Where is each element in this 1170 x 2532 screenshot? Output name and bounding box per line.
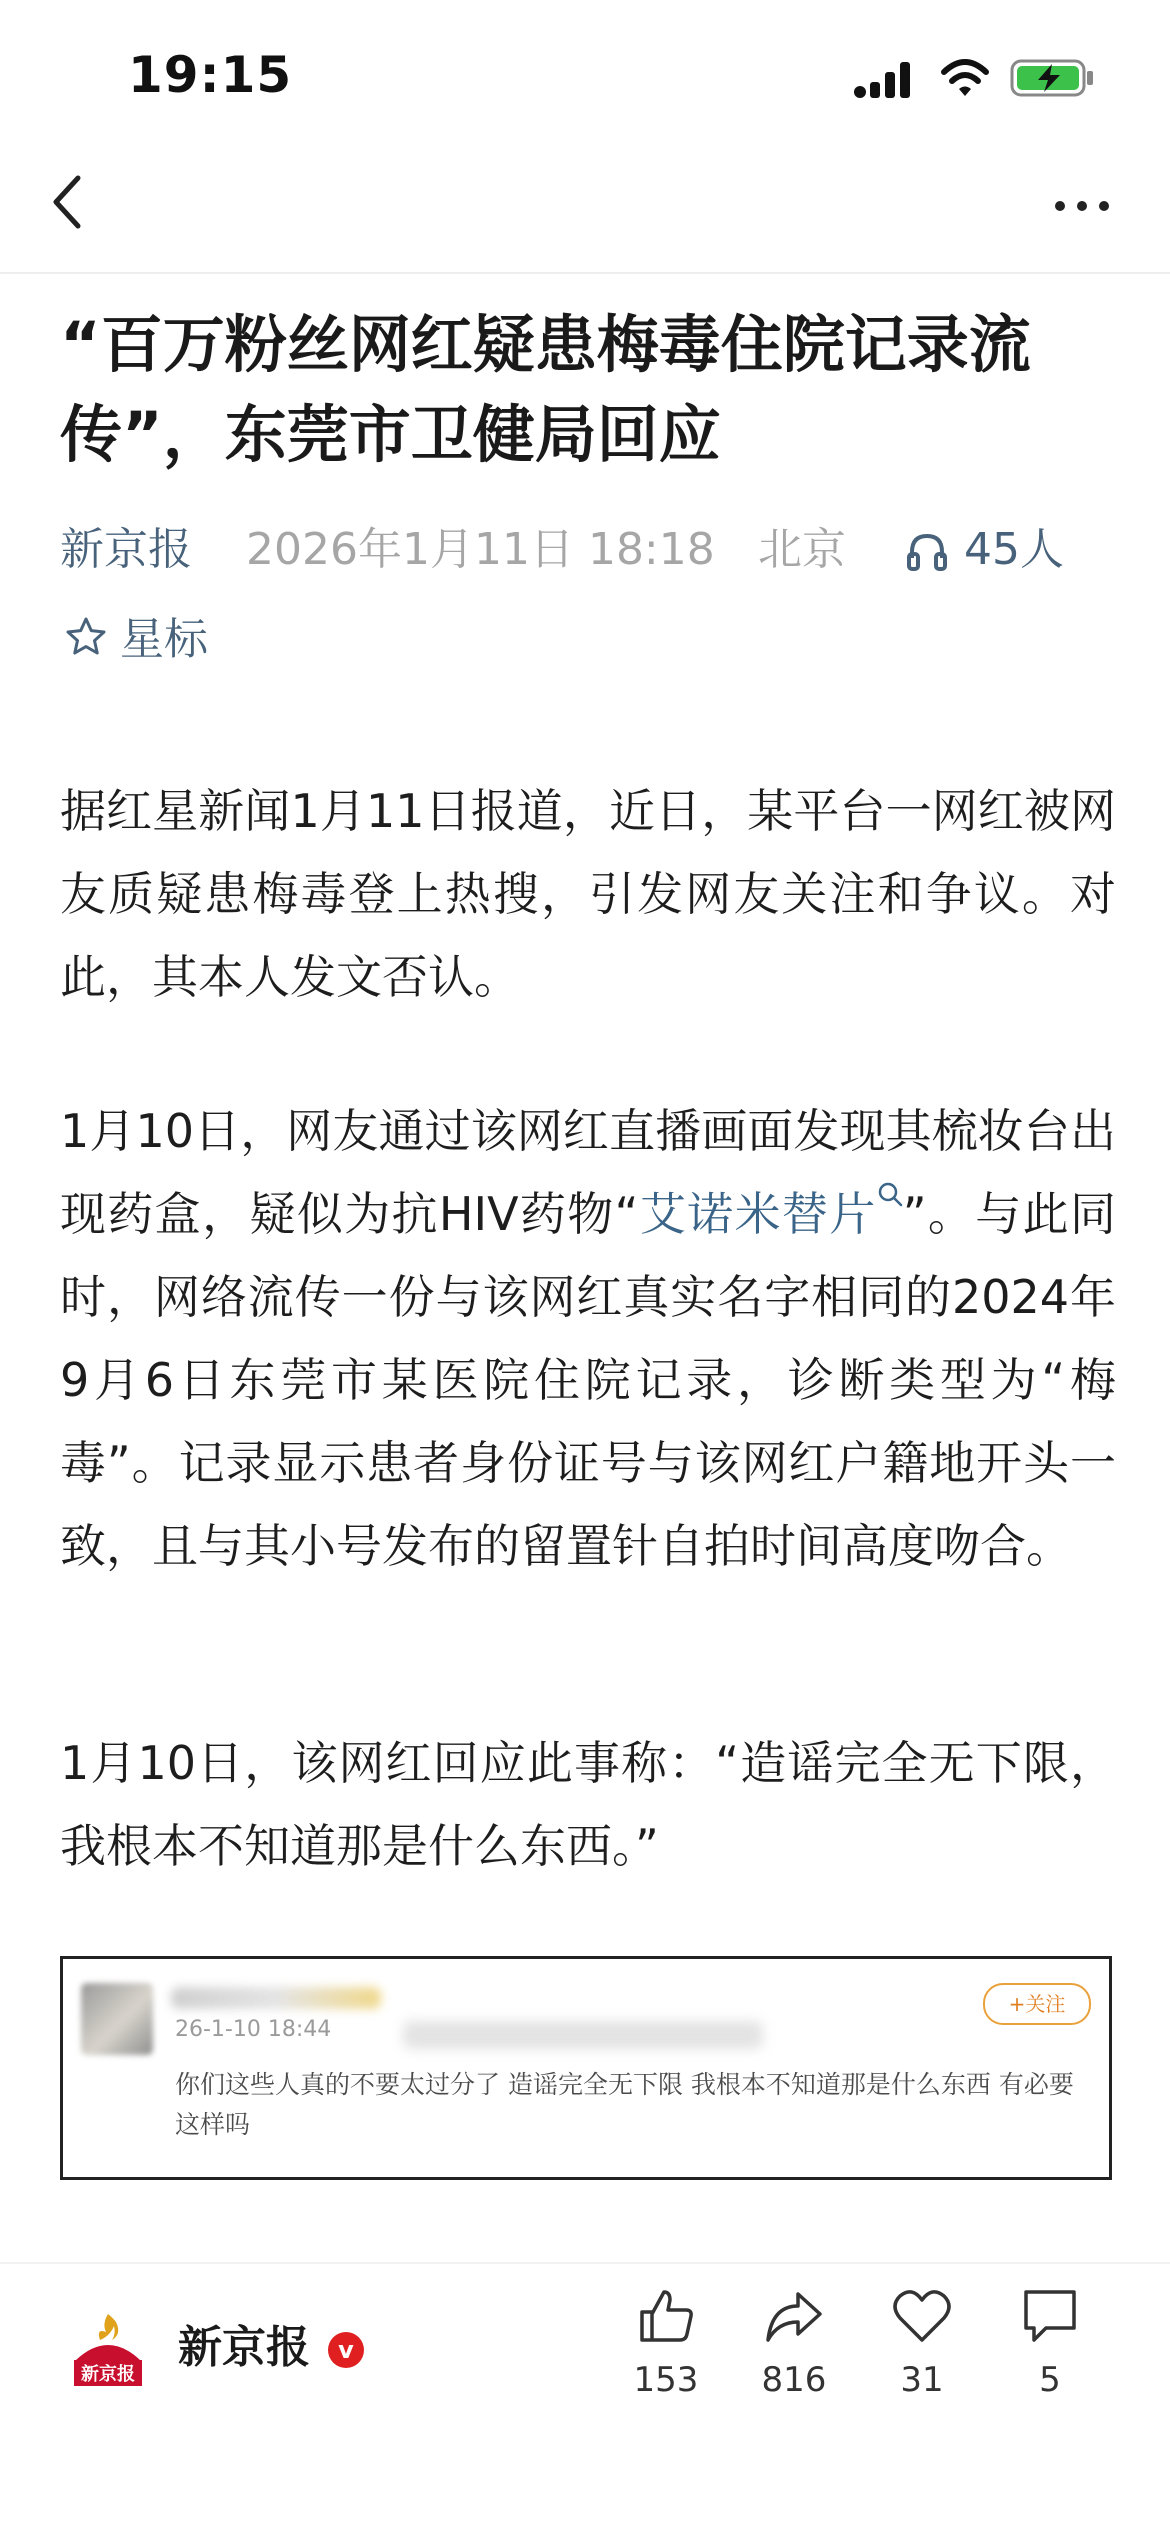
share-count: 816 — [761, 2360, 827, 2400]
paragraph-2-text-a: 1月10日，网友通过该网红直播画面发现其梳妆台出现药盒，疑似为抗HIV药物“ — [60, 1104, 1116, 1241]
follow-button: +关注 — [983, 1983, 1091, 2025]
favorite-count: 31 — [900, 2360, 944, 2400]
status-time: 19:15 — [128, 46, 293, 104]
heart-icon[interactable] — [892, 2286, 952, 2346]
share-icon[interactable] — [764, 2286, 824, 2346]
publisher-name[interactable]: 新京报 — [178, 2322, 310, 2373]
signal-icon — [852, 60, 916, 100]
article-title: “百万粉丝网红疑患梅毒住院记录流传”，东莞市卫健局回应 — [60, 308, 1031, 471]
headphone-icon — [906, 530, 948, 572]
blurred-info — [403, 2021, 763, 2049]
star-label[interactable]: 星标 — [120, 614, 208, 665]
paragraph-2-text-b: ”。与此同时，网络流传一份与该网红真实名字相同的2024年9月6日东莞市某医院住院记录，诊断类型为“梅毒”。记录显示患者身份证号与该网红户籍地开头一致，且与其小号发布的留置针自拍时间高度吻合。 — [60, 1187, 1116, 1573]
embedded-post-screenshot — [60, 1956, 1112, 2180]
back-icon[interactable] — [48, 172, 88, 232]
paragraph-1: 据红星新闻1月11日报道，近日，某平台一网红被网友质疑患梅毒登上热搜，引发网友关注和争议。对此，其本人发文否认。 — [60, 784, 1116, 1004]
wifi-icon — [940, 56, 990, 100]
avatar — [81, 1983, 153, 2055]
comment-count: 5 — [1039, 2360, 1061, 2400]
post-date: 26-1-10 18:44 — [175, 2017, 332, 2042]
paragraph-3: 1月10日，该网红回应此事称：“造谣完全无下限，我根本不知道那是什么东西。” — [60, 1736, 1116, 1873]
search-icon[interactable] — [877, 1181, 903, 1207]
like-count: 153 — [633, 2360, 699, 2400]
article-source[interactable]: 新京报 — [60, 524, 192, 575]
drug-search-link[interactable]: 艾诺米替片 — [638, 1187, 877, 1241]
paragraph-2 — [60, 1090, 1116, 1588]
more-icon[interactable] — [1052, 196, 1112, 216]
verified-badge: v — [328, 2332, 364, 2368]
thumbs-up-icon[interactable] — [636, 2286, 696, 2346]
svg-text:新京报: 新京报 — [81, 2364, 135, 2385]
star-icon[interactable] — [64, 615, 108, 659]
article-location: 北京 — [758, 524, 846, 575]
nav-divider — [0, 272, 1170, 274]
post-text: 你们这些人真的不要太过分了 造谣完全无下限 我根本不知道那是什么东西 有必要这样吗 — [175, 2070, 1074, 2139]
battery-icon — [1010, 58, 1096, 98]
publisher-logo[interactable] — [66, 2310, 150, 2390]
bottom-divider — [0, 2262, 1170, 2264]
comment-icon[interactable] — [1020, 2286, 1080, 2346]
listener-count: 45人 — [964, 524, 1064, 575]
article-date: 2026年1月11日 18:18 — [246, 524, 715, 575]
blurred-username — [171, 1987, 381, 2009]
